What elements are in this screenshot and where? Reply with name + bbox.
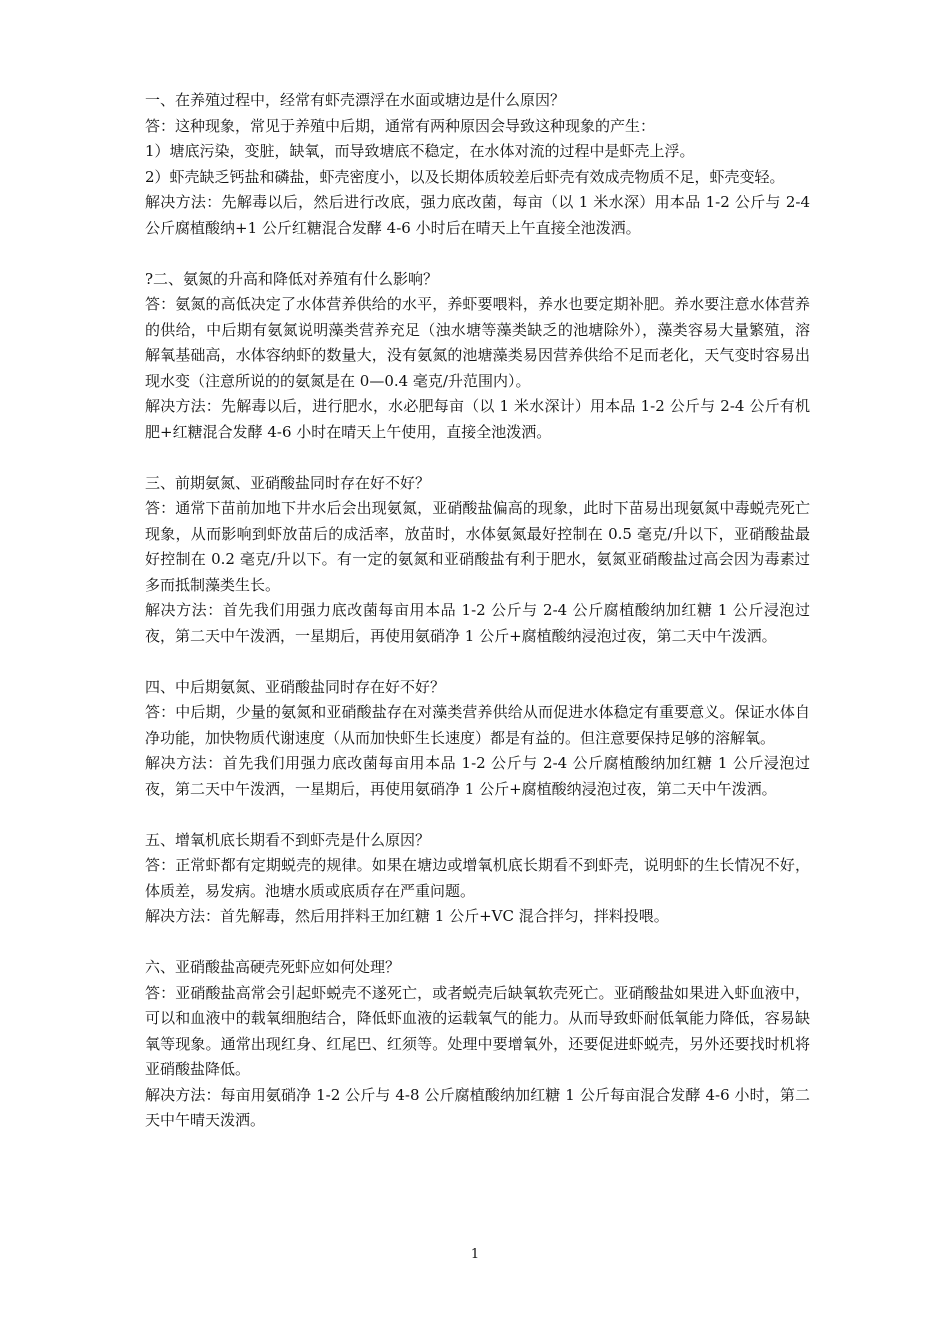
- solution-paragraph: 解决方法：先解毒以后，进行肥水，水必肥每亩（以 1 米水深计）用本品 1-2 公斤与 2-4 公斤有机肥+红糖混合发酵 4-6 小时在晴天上午使用，直接全池泼洒。: [145, 397, 810, 441]
- answer-paragraph: 1）塘底污染，变脏，缺氧，而导致塘底不稳定，在水体对流的过程中是虾壳上浮。: [145, 142, 695, 160]
- answer-paragraph: 答：中后期，少量的氨氮和亚硝酸盐存在对藻类营养供给从而促进水体稳定有重要意义。保证水体自净功能，加快物质代谢速度（从而加快虾生长速度）都是有益的。但注意要保持足够的溶解氧。: [145, 703, 810, 747]
- section-title: 一、在养殖过程中，经常有虾壳漂浮在水面或塘边是什么原因？: [145, 91, 566, 109]
- section-title: 五、增氧机底长期看不到虾壳是什么原因？: [145, 830, 431, 849]
- answer-paragraph: 答：通常下苗前加地下井水后会出现氨氮，亚硝酸盐偏高的现象，此时下苗易出现氨氮中毒蜕壳死亡现象，从而影响到虾放苗后的成活率，放苗时，水体氨氮最好控制在 0.5 毫克/升以下，亚硝酸盐最好控制在 0.2 毫克/升以下。有一定的氨氮和亚硝酸盐有利于肥水，氨氮亚硝酸盐过高会因为毒素过多而抵制藻类生长。: [145, 499, 810, 594]
- section-title: ?二、氨氮的升高和降低对养殖有什么影响？: [145, 269, 439, 288]
- solution-paragraph: 解决方法：先解毒以后，然后进行改底，强力底改菌，每亩（以 1 米水深）用本品 1-2 公斤与 2-4 公斤腐植酸纳+1 公斤红糖混合发酵 4-6 小时后在晴天上午直接全池泼洒。: [145, 193, 810, 237]
- qa-section-3: [145, 471, 810, 650]
- qa-section-6: [145, 955, 810, 1134]
- page-number: 1: [470, 1247, 480, 1262]
- answer-paragraph: 答：这种现象，常见于养殖中后期，通常有两种原因会导致这种现象的产生：: [145, 116, 656, 135]
- solution-paragraph: 解决方法：每亩用氨硝净 1-2 公斤与 4-8 公斤腐植酸纳加红糖 1 公斤每亩混合发酵 4-6 小时，第二天中午晴天泼洒。: [145, 1085, 810, 1129]
- solution-paragraph: 解决方法：首先我们用强力底改菌每亩用本品 1-2 公斤与 2-4 公斤腐植酸纳加红糖 1 公斤浸泡过夜，第二天中午泼洒，一星期后，再使用氨硝净 1 公斤+腐植酸纳浸泡过夜，第二天中午泼洒。: [145, 754, 810, 798]
- qa-section-5: [145, 828, 810, 930]
- answer-paragraph: 答：氨氮的高低决定了水体营养供给的水平，养虾要喂料，养水也要定期补肥。养水要注意水体营养的供给，中后期有氨氮说明藻类营养充足（浊水塘等藻类缺乏的池塘除外），藻类容易大量繁殖，溶解氧基础高，水体容纳虾的数量大，没有氨氮的池塘藻类易因营养供给不足而老化，天气变时容易出现水变（注意所说的的氨氮是在 0—0.4 毫克/升范围内）。: [145, 295, 810, 390]
- answer-paragraph: 答：正常虾都有定期蜕壳的规律。如果在塘边或增氧机底长期看不到虾壳，说明虾的生长情况不好，体质差，易发病。池塘水质或底质存在严重问题。: [145, 856, 810, 900]
- qa-section-4: [145, 675, 810, 803]
- section-title: 四、中后期氨氮、亚硝酸盐同时存在好不好？: [145, 677, 446, 696]
- answer-paragraph: 2）虾壳缺乏钙盐和磷盐，虾壳密度小，以及长期体质较差后虾壳有效成壳物质不足，虾壳变轻。: [145, 167, 785, 186]
- answer-paragraph: 答：亚硝酸盐高常会引起虾蜕壳不遂死亡，或者蜕壳后缺氧软壳死亡。亚硝酸盐如果进入虾血液中，可以和血液中的载氧细胞结合，降低虾血液的运载氧气的能力。从而导致虾耐低氧能力降低，容易缺氧等现象。通常出现红身、红尾巴、红须等。处理中要增氧外，还要促进虾蜕壳，另外还要找时机将亚硝酸盐降低。: [145, 983, 810, 1078]
- qa-section-1: [145, 88, 810, 241]
- solution-paragraph: 解决方法：首先解毒，然后用拌料王加红糖 1 公斤+VC 混合拌匀，拌料投喂。: [145, 907, 669, 925]
- document-body: [145, 88, 810, 1159]
- qa-section-2: [145, 267, 810, 446]
- solution-paragraph: 解决方法：首先我们用强力底改菌每亩用本品 1-2 公斤与 2-4 公斤腐植酸纳加红糖 1 公斤浸泡过夜，第二天中午泼洒，一星期后，再使用氨硝净 1 公斤+腐植酸纳浸泡过夜，第二天中午泼洒。: [145, 601, 810, 645]
- section-title: 三、前期氨氮、亚硝酸盐同时存在好不好？: [145, 473, 431, 492]
- section-title: 六、亚硝酸盐高硬壳死虾应如何处理？: [145, 958, 401, 976]
